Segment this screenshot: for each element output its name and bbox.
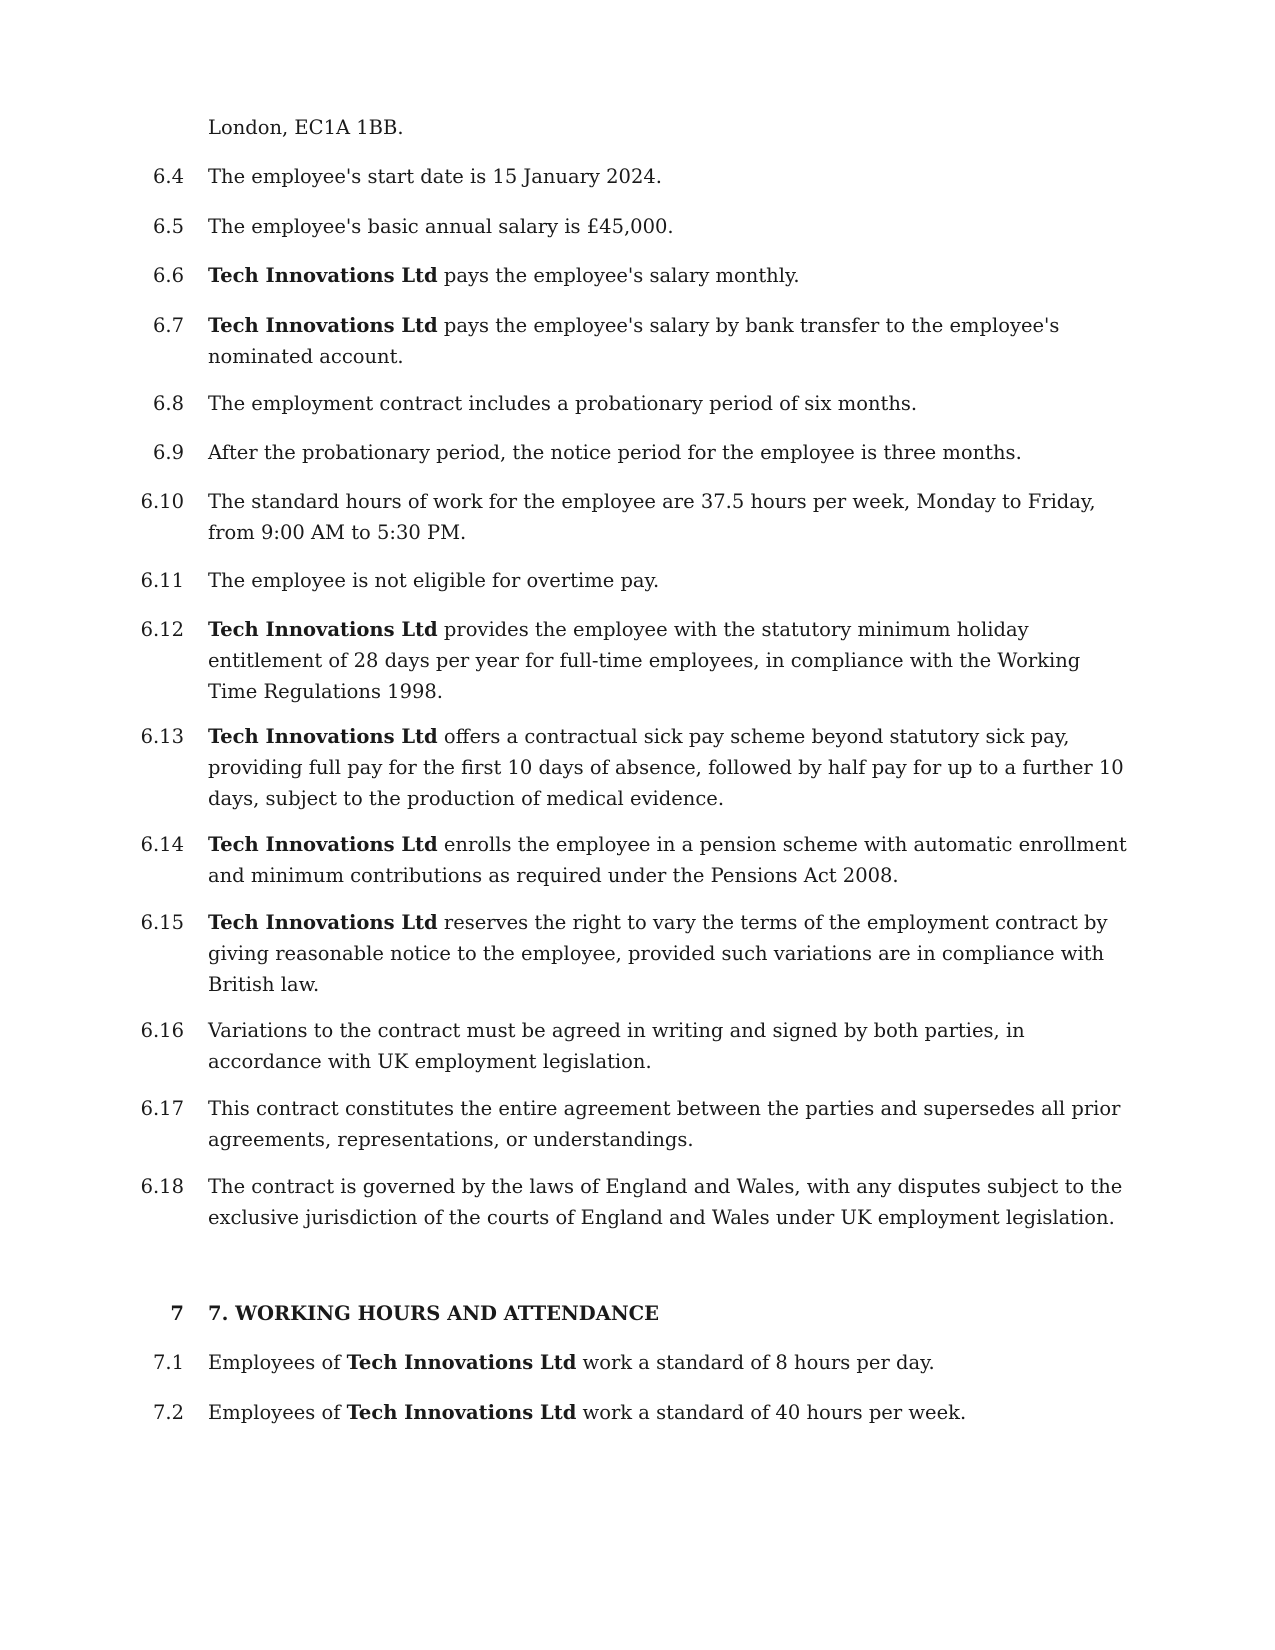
clause-number: 6.12 (140, 618, 184, 641)
text-run: Employees of (208, 1351, 347, 1374)
clause-text (208, 260, 1128, 291)
text-run: The employment contract includes a probationary period of six months. (208, 392, 918, 415)
clause-text (208, 565, 1128, 596)
text-run: After the probationary period, the notice period for the employee is three months. (208, 441, 1022, 464)
text-run: The employee's basic annual salary is £45,000. (208, 215, 674, 238)
clause-text (208, 310, 1128, 372)
company-name: Tech Innovations Ltd (208, 314, 438, 337)
text-run: Employees of (208, 1401, 347, 1424)
text-run: offers a contractual sick pay scheme beyond statutory sick pay, providing full pay for the first 10 days of absence, followed by half pay for up to a further 10 days, subject to the production of medical evidence. (208, 725, 1124, 810)
text-run: reserves the right to vary the terms of the employment contract by giving reasonable notice to the employee, provided such variations are in compliance with British law. (208, 911, 1108, 996)
company-name: Tech Innovations Ltd (208, 618, 438, 641)
clause-number: 6.8 (152, 392, 184, 415)
clause-text (208, 721, 1128, 814)
text-run: 7. WORKING HOURS AND ATTENDANCE (208, 1302, 660, 1325)
text-run: enrolls the employee in a pension scheme with automatic enrollment and minimum contributions as required under the Pensions Act 2008. (208, 833, 1127, 887)
clause-number: 7.1 (152, 1351, 184, 1374)
clause-number: 6.11 (140, 569, 184, 592)
clause-text: London, EC1A 1BB. (208, 116, 404, 139)
text-run: work a standard of 40 hours per week. (576, 1401, 967, 1424)
company-name: Tech Innovations Ltd (208, 833, 438, 856)
section-title (208, 1298, 1128, 1329)
clause-number: 6.6 (152, 264, 184, 287)
text-run: pays the employee's salary monthly. (437, 264, 800, 287)
clause-text (208, 388, 1128, 419)
clause-text (208, 829, 1128, 891)
clause-number: 6.5 (152, 215, 184, 238)
clause-text (208, 907, 1128, 1000)
clause-number: 6.16 (140, 1019, 184, 1042)
clause-number: 6.14 (140, 833, 184, 856)
clause-number: 6.10 (140, 490, 184, 513)
clause-text (208, 161, 1128, 192)
clause-text (208, 211, 1128, 242)
company-name: Tech Innovations Ltd (346, 1401, 577, 1424)
clause-text (208, 614, 1128, 707)
company-name: Tech Innovations Ltd (208, 911, 438, 934)
clause-number: 6.7 (152, 314, 184, 337)
clause-text (208, 1347, 1128, 1378)
clause-number: 6.4 (152, 165, 184, 188)
text-run: Variations to the contract must be agreed in writing and signed by both parties, in accordance with UK employment legislation. (208, 1019, 1025, 1073)
text-run: work a standard of 8 hours per day. (576, 1351, 935, 1374)
clause-number: 6.9 (152, 441, 184, 464)
clause-number: 7.2 (152, 1401, 184, 1424)
company-name: Tech Innovations Ltd (346, 1351, 577, 1374)
text-run: This contract constitutes the entire agreement between the parties and supersedes all prior agreements, representations, or understandings. (208, 1097, 1121, 1151)
clause-number: 6.13 (140, 725, 184, 748)
company-name: Tech Innovations Ltd (208, 725, 438, 748)
text-run: The contract is governed by the laws of England and Wales, with any disputes subject to the exclusive jurisdiction of the courts of England and Wales under UK employment legislation. (208, 1175, 1123, 1229)
clause-text (208, 1093, 1128, 1155)
clause-text (208, 1171, 1128, 1233)
clause-text (208, 486, 1128, 548)
clause-number: 6.17 (140, 1097, 184, 1120)
clause-text (208, 1397, 1128, 1428)
clause-number: 7 (170, 1302, 184, 1325)
company-name: Tech Innovations Ltd (208, 264, 438, 287)
text-run: provides the employee with the statutory minimum holiday entitlement of 28 days per year for full-time employees, in compliance with the Working Time Regulations 1998. (208, 618, 1081, 703)
clause-number: 6.18 (140, 1175, 184, 1198)
clause-text (208, 437, 1128, 468)
clause-number: 6.15 (140, 911, 184, 934)
text-run: The employee is not eligible for overtime pay. (208, 569, 660, 592)
text-run: pays the employee's salary by bank transfer to the employee's nominated account. (208, 314, 1060, 368)
clause-text (208, 1015, 1128, 1077)
text-run: The standard hours of work for the employee are 37.5 hours per week, Monday to Friday, from 9:00 AM to 5:30 PM. (208, 490, 1096, 544)
text-run: The employee's start date is 15 January 2024. (208, 165, 662, 188)
